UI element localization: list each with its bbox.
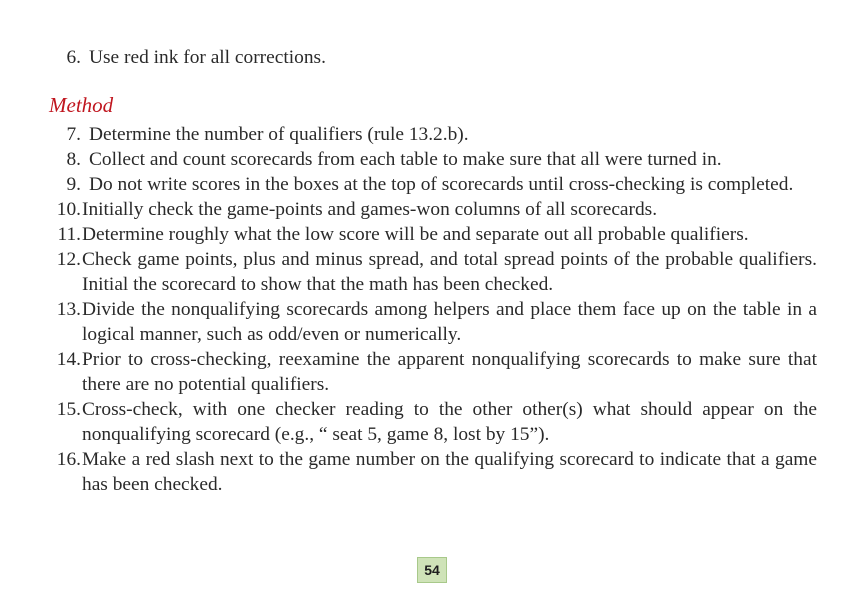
list-item <box>47 247 817 297</box>
rule-number: 14. <box>56 349 81 370</box>
rule-number: 16. <box>56 449 81 470</box>
rule-number: 7. <box>66 124 81 145</box>
list-item <box>47 222 817 247</box>
rule-text: Make a red slash next to the game number on the qualifying scorecard to indicate that a game has been checked. <box>82 449 817 495</box>
rule-text: Initially check the game-points and games-won columns of all scorecards. <box>82 199 658 220</box>
rules-list-method <box>47 122 817 497</box>
list-item <box>47 447 817 497</box>
section-heading-method: Method <box>49 93 114 117</box>
rule-number: 15. <box>56 399 81 420</box>
rule-number: 11. <box>57 224 81 245</box>
rule-number: 6. <box>66 47 81 68</box>
rule-text: Determine the number of qualifiers (rule 13.2.b). <box>89 124 469 145</box>
rules-list-general <box>47 45 817 70</box>
rule-number: 13. <box>56 299 81 320</box>
list-item <box>47 397 817 447</box>
list-item <box>47 197 817 222</box>
list-item <box>47 172 817 197</box>
rule-text: Cross-check, with one checker reading to the other other(s) what should appear on the nonqualifying scorecard (e.g., “ seat 5, game 8, lost by 15”). <box>82 399 817 445</box>
list-item <box>47 45 817 70</box>
rule-number: 12. <box>56 249 81 270</box>
rule-text: Use red ink for all corrections. <box>89 47 326 68</box>
rule-number: 8. <box>66 149 81 170</box>
page-number-badge: 54 <box>417 557 447 583</box>
list-item <box>47 122 817 147</box>
list-item <box>47 347 817 397</box>
rule-text: Collect and count scorecards from each table to make sure that all were turned in. <box>89 149 722 170</box>
list-item <box>47 147 817 172</box>
rule-text: Prior to cross-checking, reexamine the apparent nonqualifying scorecards to make sure that there are no potential qualifiers. <box>82 349 817 395</box>
rule-number: 10. <box>56 199 81 220</box>
rule-text: Do not write scores in the boxes at the top of scorecards until cross-checking is completed. <box>89 174 794 195</box>
rule-number: 9. <box>66 174 81 195</box>
rule-text: Divide the nonqualifying scorecards among helpers and place them face up on the table in a logical manner, such as odd/even or numerically. <box>82 299 817 345</box>
list-item <box>47 297 817 347</box>
rule-text: Check game points, plus and minus spread, and total spread points of the probable qualifiers. Initial the scorecard to show that the math has been checked. <box>82 249 817 295</box>
rule-text: Determine roughly what the low score will be and separate out all probable qualifiers. <box>82 224 749 245</box>
